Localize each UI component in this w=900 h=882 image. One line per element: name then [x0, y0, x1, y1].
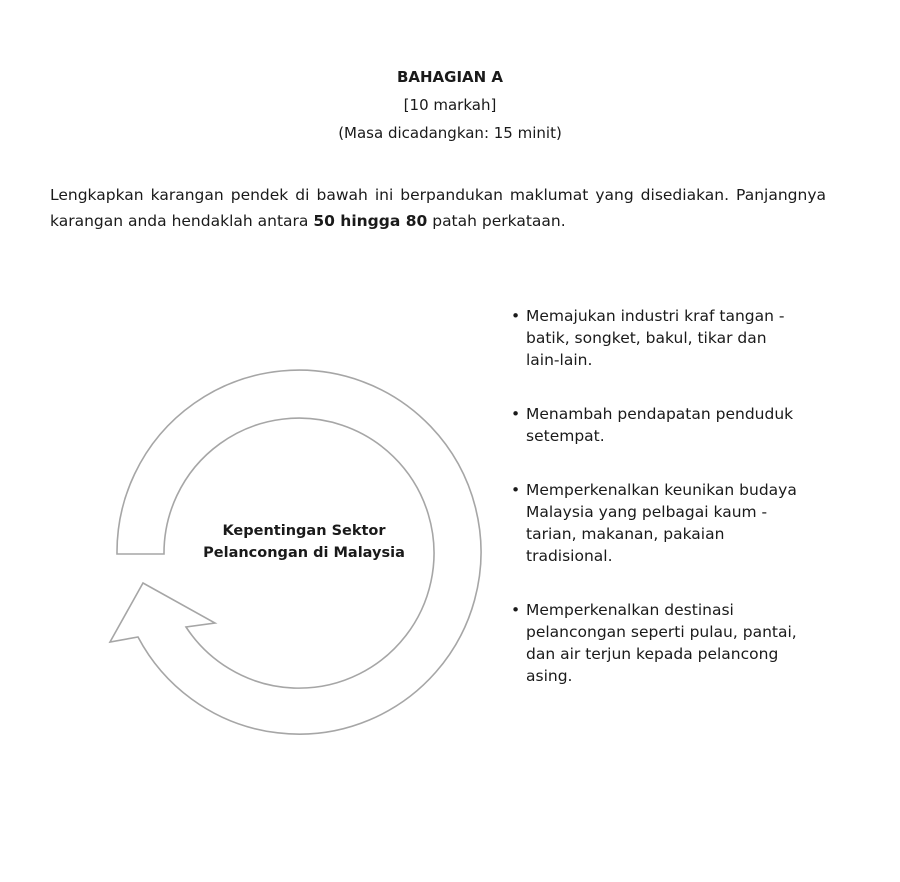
section-title: BAHAGIAN A	[396, 68, 504, 86]
bullet-text: Memajukan industri kraf tangan - batik, songket, bakul, tikar dan lain-lain.	[526, 307, 785, 369]
bullet-item	[510, 479, 800, 567]
bullet-text: Memperkenalkan destinasi pelancongan seperti pulau, pantai, dan air terjun kepada pelancong asing.	[526, 601, 797, 685]
marks-label: [10 markah]	[403, 96, 497, 114]
bullet-item	[510, 403, 800, 447]
bullet-item	[510, 305, 800, 371]
instruction-text-after: patah perkataan.	[427, 212, 566, 230]
bullet-marker: •	[511, 601, 521, 619]
bullet-text: Menambah pendapatan penduduk setempat.	[526, 405, 794, 445]
bullet-list	[510, 305, 800, 687]
bullet-item	[510, 599, 800, 687]
bullet-marker: •	[511, 405, 521, 423]
bullet-marker: •	[511, 307, 521, 325]
suggested-time-label: (Masa dicadangkan: 15 minit)	[338, 124, 562, 142]
bullet-marker: •	[511, 481, 521, 499]
bullet-text: Memperkenalkan keunikan budaya Malaysia yang pelbagai kaum - tarian, makanan, pakaian tradisional.	[526, 481, 797, 565]
instruction-text-before: Lengkapkan karangan pendek di bawah ini berpandukan maklumat yang disediakan. Panjangnya karangan anda hendaklah antara	[50, 186, 826, 230]
instruction-word-count: 50 hingga 80	[313, 212, 428, 230]
center-topic-label: Kepentingan Sektor Pelancongan di Malaysia	[203, 523, 405, 561]
